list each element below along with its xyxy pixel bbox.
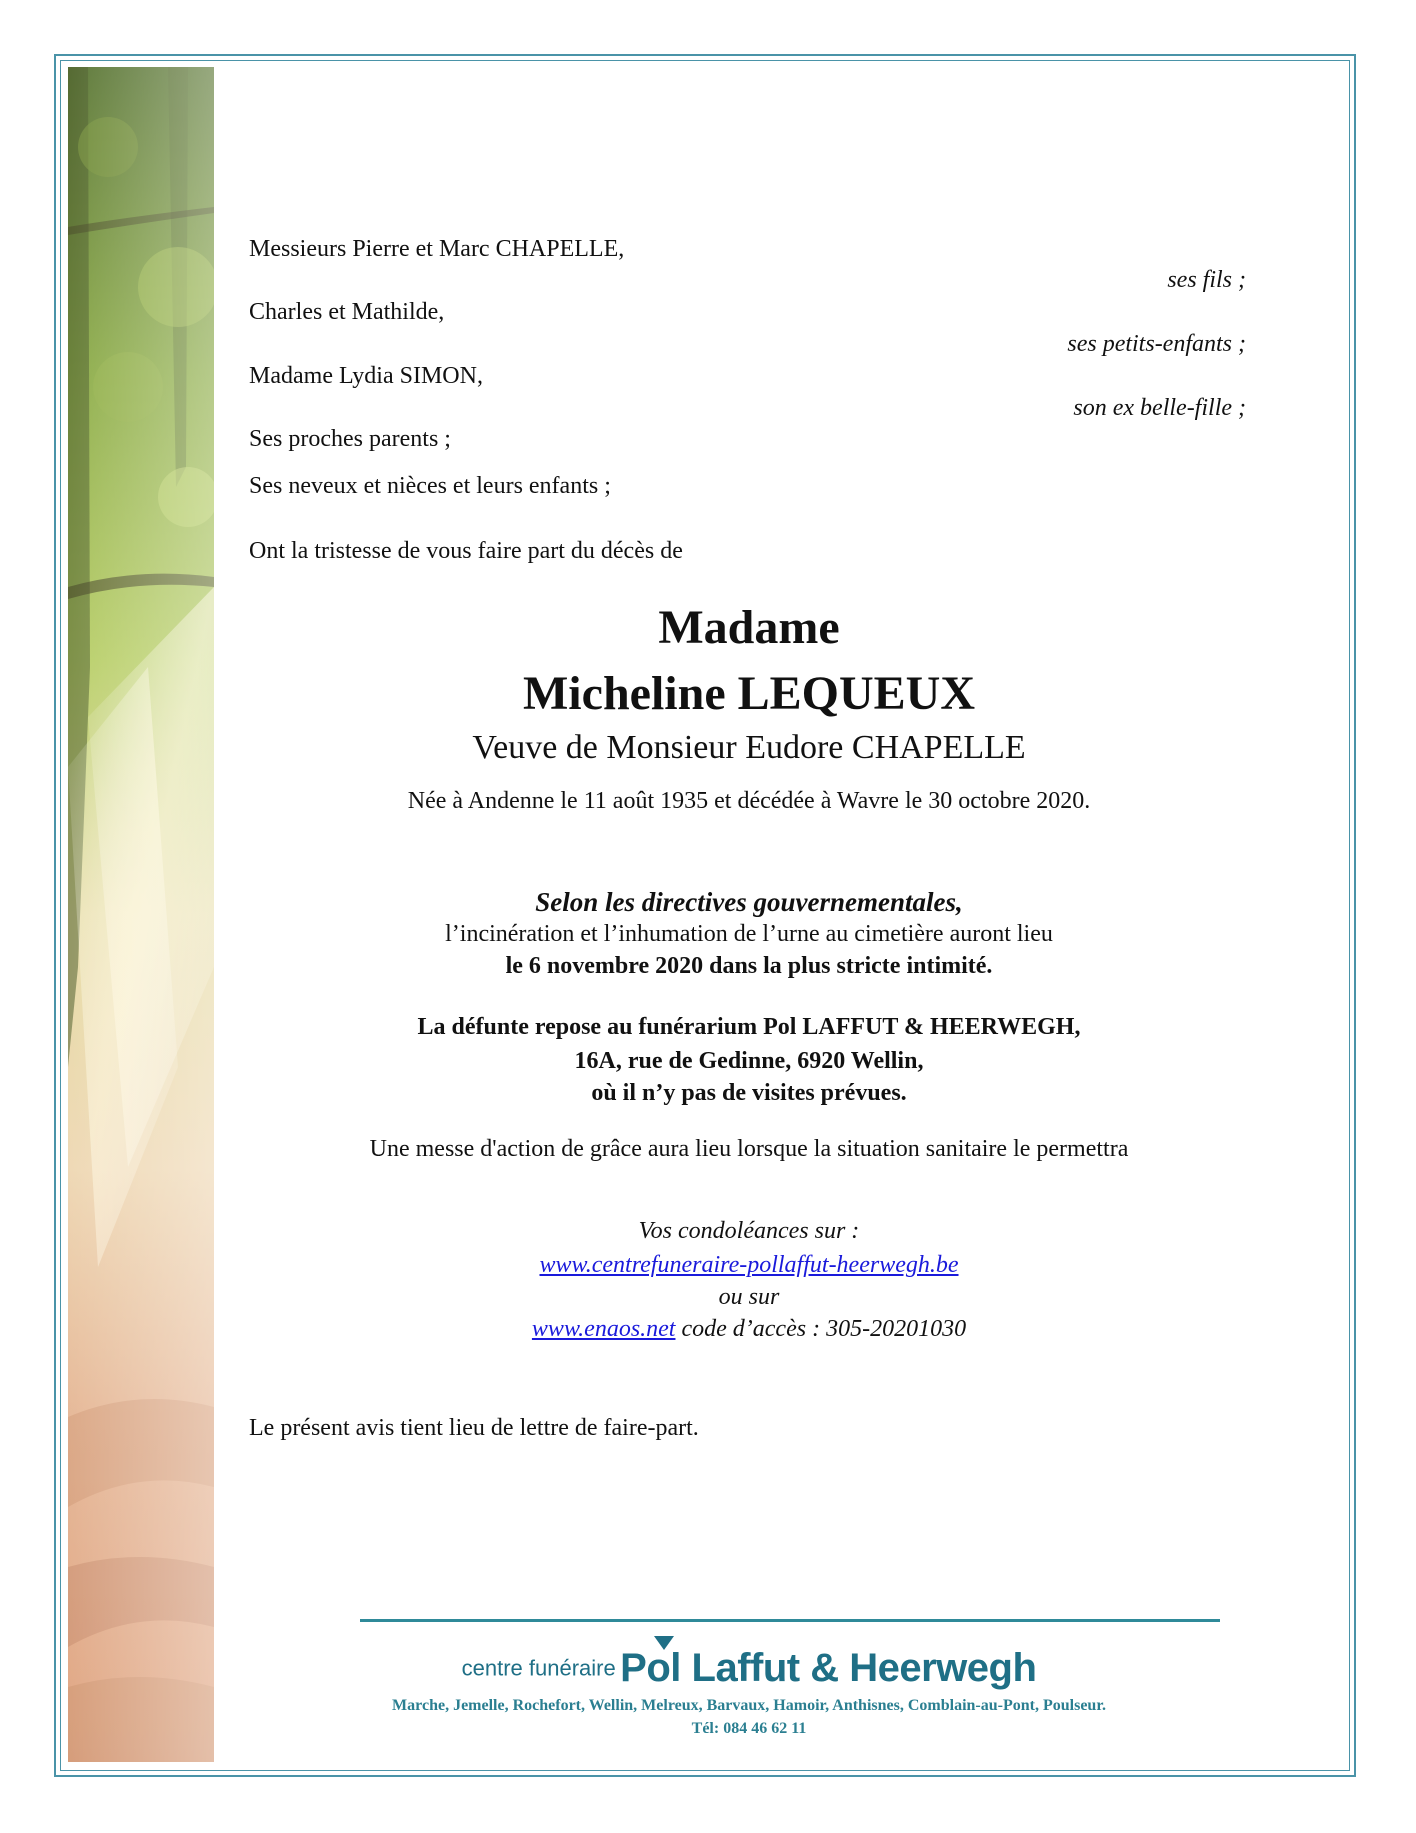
condolences-link-secondary[interactable]: www.enaos.net — [531, 1316, 676, 1342]
directives-title: Selon les directives gouvernementales, — [535, 887, 963, 917]
logo-rule — [360, 1619, 1220, 1622]
ceremony-text: l’incinération et l’inhumation de l’urne au cimetière auront lieu — [445, 921, 1053, 947]
ex-daughter-in-law-relation: son ex belle-fille ; — [1073, 395, 1246, 421]
announcement: Ont la tristesse de vous faire part du décès de — [249, 538, 683, 564]
deceased-honorific: Madame — [658, 601, 840, 654]
sons-names: Messieurs Pierre et Marc CHAPELLE, — [249, 236, 625, 262]
grandchildren-relation: ses petits-enfants ; — [1067, 331, 1246, 357]
condolences-link-secondary-wrap — [214, 1314, 1284, 1344]
condolences-link-primary[interactable]: www.centrefuneraire-pollaffut-heerwegh.be — [539, 1252, 959, 1278]
condolences-or: ou sur — [718, 1284, 780, 1310]
funerarium-address: 16A, rue de Gedinne, 6920 Wellin, — [574, 1048, 924, 1074]
deceased-name: Micheline LEQUEUX — [523, 667, 975, 720]
funerarium-line: La défunte repose au funérarium Pol LAFFUT & HEERWEGH, — [417, 1014, 1081, 1040]
birth-death-dates: Née à Andenne le 11 août 1935 et décédée à Wavre le 30 octobre 2020. — [407, 788, 1091, 814]
logo-brand-name: Pol Laffut & Heerwegh — [620, 1646, 1037, 1690]
grandchildren-names: Charles et Mathilde, — [249, 299, 445, 325]
sons-relation: ses fils ; — [1167, 267, 1246, 293]
mass-note: Une messe d'action de grâce aura lieu lorsque la situation sanitaire le permettra — [369, 1136, 1129, 1162]
notice-text: Le présent avis tient lieu de lettre de faire-part. — [249, 1415, 699, 1441]
logo-prefix: centre funéraire — [461, 1655, 616, 1681]
condolences-intro: Vos condoléances sur : — [638, 1218, 860, 1244]
ex-daughter-in-law-names: Madame Lydia SIMON, — [249, 363, 483, 389]
nephews-nieces: Ses neveux et nièces et leurs enfants ; — [249, 473, 611, 499]
ceremony-date: le 6 novembre 2020 dans la plus stricte intimité. — [505, 953, 993, 979]
funeral-home-logo — [214, 1646, 1284, 1691]
logo-locations: Marche, Jemelle, Rochefort, Wellin, Melreux, Barvaux, Hamoir, Anthisnes, Comblain-au-Pont, Poulseur. — [392, 1697, 1106, 1714]
forest-path-photo — [68, 67, 214, 1762]
condolences-link-primary-wrap — [214, 1250, 1284, 1280]
access-code: code d’accès : 305-20201030 — [675, 1316, 967, 1342]
visits-note: où il n’y pas de visites prévues. — [591, 1080, 907, 1106]
logo-phone: Tél: 084 46 62 11 — [691, 1720, 807, 1737]
close-relatives: Ses proches parents ; — [249, 426, 451, 452]
widow-of: Veuve de Monsieur Eudore CHAPELLE — [472, 729, 1026, 766]
